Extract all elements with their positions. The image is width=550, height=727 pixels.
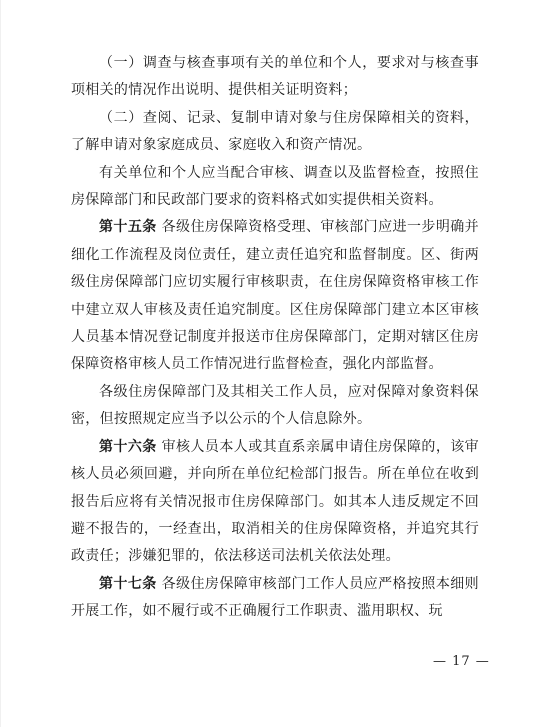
article-16 bbox=[71, 434, 479, 571]
paragraph-text: （一）调查与核查事项有关的单位和个人，要求对与核查事项相关的情况作出说明、提供相关证明资料； bbox=[71, 55, 479, 99]
article-heading: 第十七条 bbox=[99, 575, 157, 592]
document-body bbox=[71, 50, 479, 626]
article-17 bbox=[71, 571, 479, 626]
paragraph-text: 各级住房保障审核部门工作人员应严格按照本细则开展工作，如不履行或不正确履行工作职责、滥用职权、玩 bbox=[71, 575, 479, 620]
paragraph-text: （二）查阅、记录、复制申请对象与住房保障相关的资料，了解申请对象家庭成员、家庭收入和资产情况。 bbox=[71, 109, 479, 154]
article-15 bbox=[71, 214, 479, 378]
paragraph-text: 各级住房保障部门及其相关工作人员，应对保障对象资料保密，但按照规定应当予以公示的个人信息除外。 bbox=[71, 383, 479, 428]
article-heading: 第十五条 bbox=[99, 219, 157, 236]
article-heading: 第十六条 bbox=[99, 438, 157, 455]
paragraph-text: 有关单位和个人应当配合审核、调查以及监督检查，按照住房保障部门和民政部门要求的资料格式如实提供相关资料。 bbox=[71, 164, 479, 209]
paragraph bbox=[71, 379, 479, 434]
paragraph bbox=[71, 50, 479, 105]
paragraph-text: 审核人员本人或其直系亲属申请住房保障的，该审核人员必须回避，并向所在单位纪检部门报告。所在单位在收到报告后应将有关情况报市住房保障部门。如其本人违反规定不回避不报告的，一经查出，取消相关的住房保障资格，并追究其行政责任；涉嫌犯罪的，依法移送司法机关依法处理。 bbox=[71, 438, 479, 565]
paragraph-text: 各级住房保障资格受理、审核部门应进一步明确并细化工作流程及岗位责任，建立责任追究和监督制度。区、街两级住房保障部门应切实履行审核职责，在住房保障资格审核工作中建立双人审核及责任追究制度。区住房保障部门建立本区审核人员基本情况登记制度并报送市住房保障部门，定期对辖区住房保障资格审核人员工作情况进行监督检查，强化内部监督。 bbox=[71, 219, 479, 373]
paragraph bbox=[71, 160, 479, 215]
paragraph bbox=[71, 105, 479, 160]
page-number: — 17 — bbox=[433, 654, 490, 669]
